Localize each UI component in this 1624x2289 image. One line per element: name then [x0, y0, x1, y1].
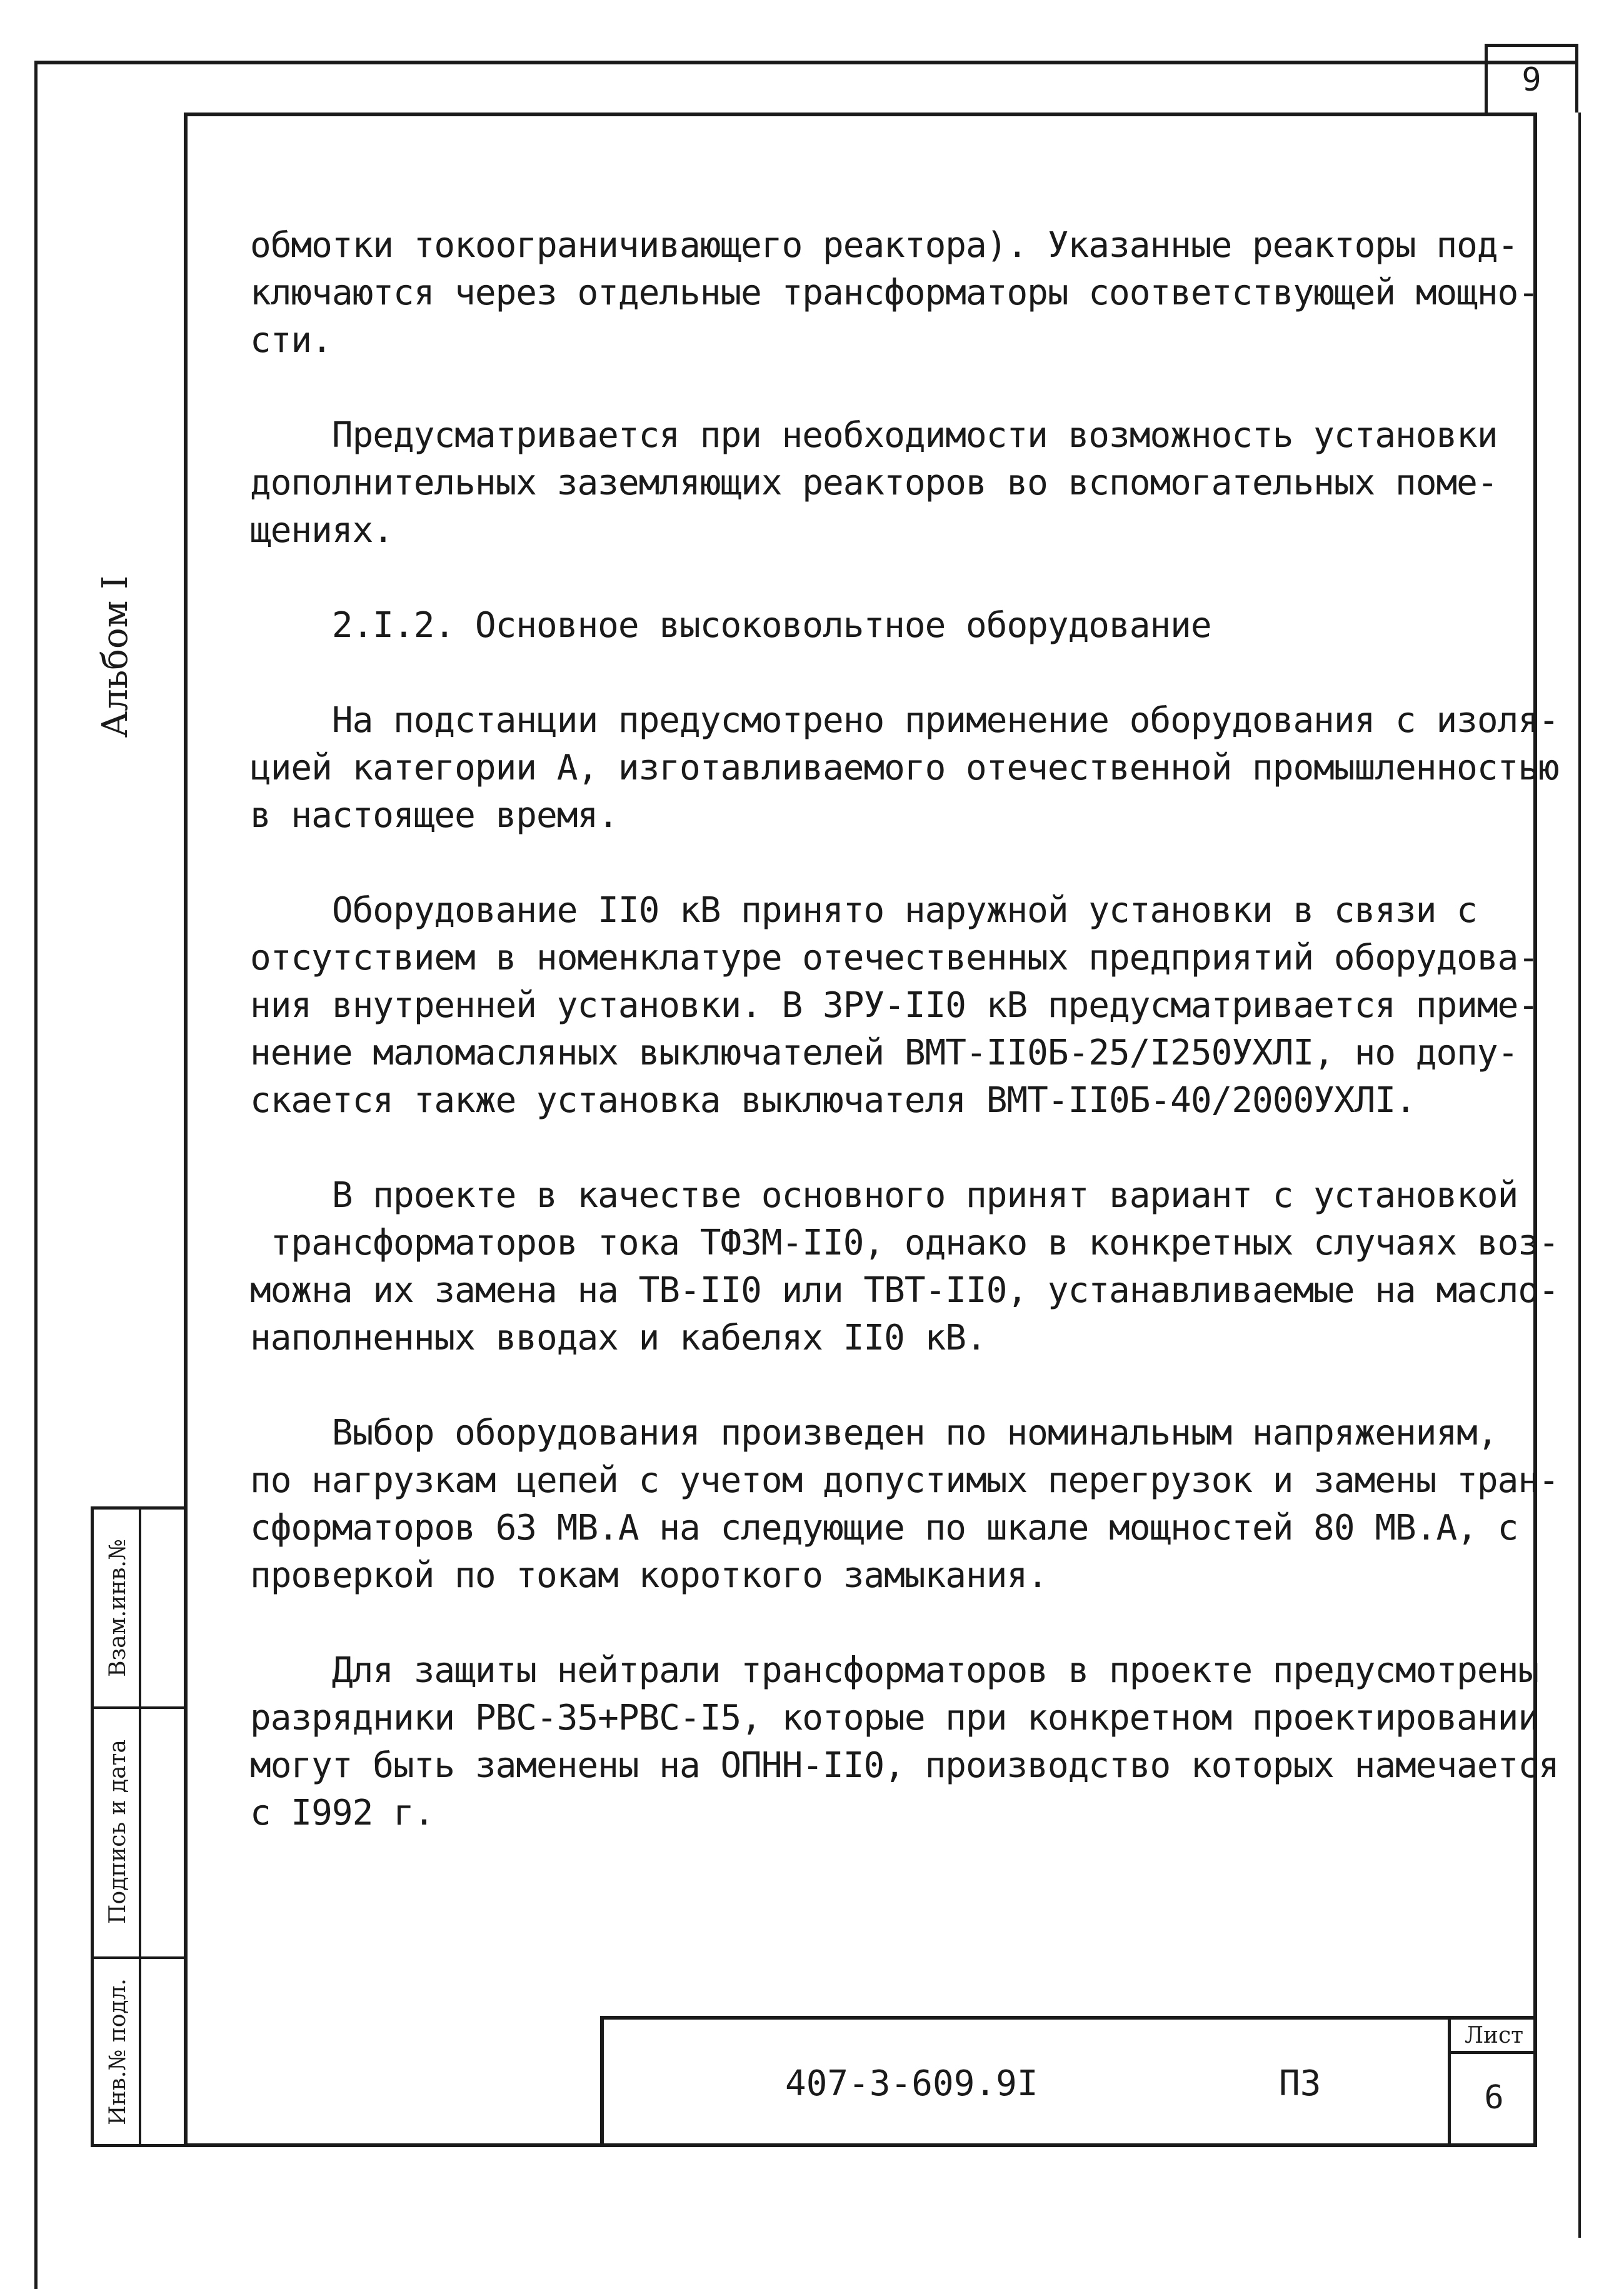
- stamp-label-signature: Подпись и дата: [104, 1739, 131, 1924]
- text-line: На подстанции предусмотрено применение оборудования с изоля-: [250, 700, 1559, 741]
- text-line: по нагрузкам цепей с учетом допустимых перегрузок и замены тран-: [250, 1460, 1559, 1501]
- sheet-label: Лист: [1451, 2020, 1537, 2054]
- text-line: щениях.: [250, 510, 394, 551]
- text-line: можна их замена на ТВ-II0 или ТВТ-II0, устанавливаемые на масло-: [250, 1270, 1559, 1311]
- approval-stamp: [91, 1506, 184, 2147]
- text-line: с I992 г.: [250, 1793, 434, 1833]
- text-line: наполненных вводах и кабелях II0 кВ.: [250, 1318, 986, 1358]
- paragraph: [250, 1410, 1559, 1600]
- sheet-cell: [1448, 2020, 1537, 2147]
- paragraph: [250, 412, 1500, 554]
- paragraph: [250, 697, 1559, 839]
- text-line: Оборудование II0 кВ принято наружной установки в связи с: [250, 890, 1477, 931]
- text-line: ключаются через отдельные трансформаторы соответствующей мощно-: [250, 273, 1539, 313]
- text-line: отсутствием в номенклатуре отечественных предприятий оборудова-: [250, 938, 1539, 978]
- corner-sheet-number: 9: [1485, 44, 1578, 113]
- stamp-label-inventory: Инв.№ подл.: [104, 1978, 131, 2125]
- text-line: трансформаторов тока ТФЗМ-II0, однако в конкретных случаях воз-: [250, 1223, 1559, 1263]
- outer-frame-top: [34, 61, 1578, 64]
- text-line: Для защиты нейтрали трансформаторов в проекте предусмотрены: [250, 1650, 1539, 1691]
- text-line: нение маломасляных выключателей ВМТ-II0Б-25/I250УХЛI, но допу-: [250, 1033, 1518, 1073]
- text-line: могут быть заменены на ОПНН-II0, производство которых намечается: [250, 1745, 1559, 1786]
- text-line: разрядники РВС-35+РВС-I5, которые при конкретном проектировании: [250, 1698, 1539, 1738]
- stamp-cell-inventory: [94, 1956, 141, 2147]
- text-line: цией категории А, изготавливаемого отечественной промышленностью: [250, 748, 1559, 788]
- sheet-number: 6: [1484, 2079, 1504, 2116]
- text-line: ния внутренней установки. В ЗРУ-II0 кВ предусматривается приме-: [250, 985, 1539, 1026]
- text-line: дополнительных заземляющих реакторов во вспомогательных поме-: [250, 463, 1498, 503]
- stamp-cell-signature: [94, 1706, 141, 1956]
- album-label-text: Альбом I: [95, 575, 136, 738]
- text-line: 2.I.2. Основное высоковольтное оборудование: [250, 605, 1211, 646]
- section-heading: [250, 602, 1500, 649]
- document-type: ПЗ: [1279, 2063, 1321, 2104]
- text-line: проверкой по токам короткого замыкания.: [250, 1555, 1048, 1596]
- document-code: 407-3-609.9I: [785, 2063, 1038, 2104]
- album-label: [84, 531, 147, 781]
- text-line: обмотки токоограничивающего реактора). Указанные реакторы под-: [250, 225, 1518, 266]
- text-line: сти.: [250, 320, 332, 361]
- title-block: [600, 2016, 1537, 2147]
- stamp-cell-replacement: [94, 1510, 141, 1706]
- text-line: Предусматривается при необходимости возможность установки: [250, 415, 1498, 456]
- paragraph: [250, 222, 1539, 364]
- paragraph: [250, 887, 1539, 1124]
- text-line: В проекте в качестве основного принят вариант с установкой: [250, 1175, 1518, 1216]
- text-line: в настоящее время.: [250, 795, 618, 836]
- outer-frame-left: [34, 61, 38, 2289]
- paragraph: [250, 1647, 1559, 1837]
- text-line: сформаторов 63 МВ.А на следующие по шкале мощностей 80 МВ.А, с: [250, 1508, 1518, 1548]
- text-line: Выбор оборудования произведен по номинальным напряжениям,: [250, 1413, 1498, 1453]
- document-body: [250, 222, 1559, 1837]
- stamp-label-replacement: Взам.инв.№: [104, 1539, 131, 1677]
- text-line: скается также установка выключателя ВМТ-II0Б-40/2000УХЛI.: [250, 1080, 1416, 1121]
- paragraph: [250, 1172, 1559, 1362]
- outer-frame-right: [1578, 113, 1581, 2238]
